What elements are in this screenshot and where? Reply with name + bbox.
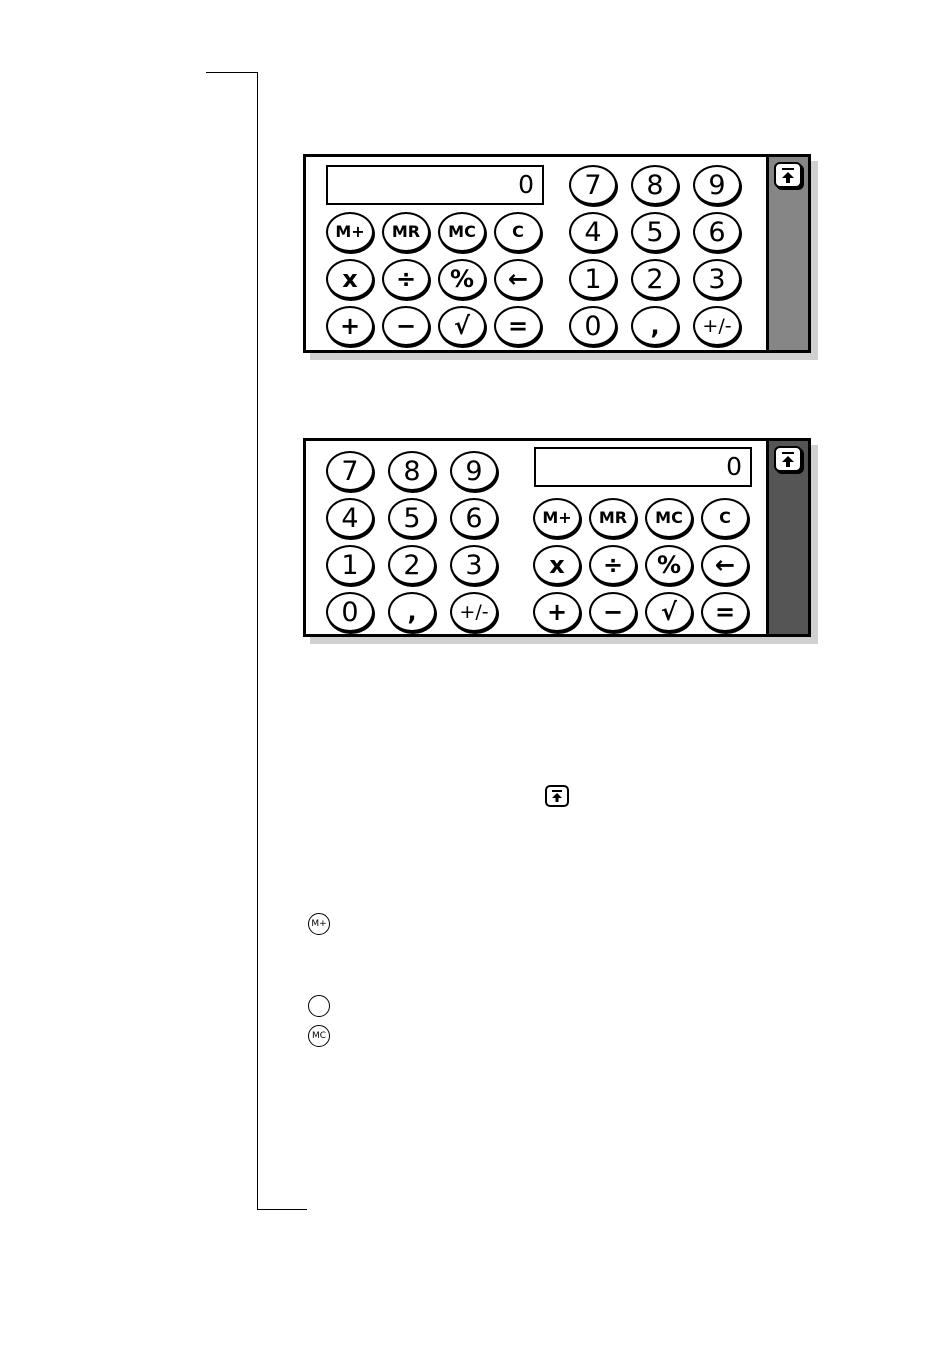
square-root-key[interactable]: √ xyxy=(645,592,693,632)
plus-key[interactable]: + xyxy=(533,592,581,632)
sign-toggle-key[interactable]: +/- xyxy=(693,306,741,346)
top-rule xyxy=(206,72,258,73)
divide-key[interactable]: ÷ xyxy=(589,545,637,585)
digit-9-key[interactable]: 9 xyxy=(693,165,741,205)
collapse-button[interactable] xyxy=(774,446,802,472)
backspace-key[interactable]: ← xyxy=(494,259,542,299)
digit-0-key[interactable]: 0 xyxy=(326,592,374,632)
square-root-key[interactable]: √ xyxy=(438,306,486,346)
plus-key[interactable]: + xyxy=(326,306,374,346)
margin-rule xyxy=(257,72,258,1210)
collapse-icon xyxy=(545,785,569,807)
digit-3-key[interactable]: 3 xyxy=(450,545,498,585)
mc-icon: MC xyxy=(308,1025,330,1047)
blank-button-icon xyxy=(308,995,330,1017)
digit-2-key[interactable]: 2 xyxy=(388,545,436,585)
digit-6-key[interactable]: 6 xyxy=(693,212,741,252)
digit-4-key[interactable]: 4 xyxy=(326,498,374,538)
divide-key[interactable]: ÷ xyxy=(382,259,430,299)
minus-key[interactable]: − xyxy=(382,306,430,346)
sign-toggle-key[interactable]: +/- xyxy=(450,592,498,632)
memory-add-key[interactable]: M+ xyxy=(326,212,374,252)
equals-key[interactable]: = xyxy=(701,592,749,632)
minus-key[interactable]: − xyxy=(589,592,637,632)
clear-key[interactable]: C xyxy=(494,212,542,252)
digit-6-key[interactable]: 6 xyxy=(450,498,498,538)
digit-8-key[interactable]: 8 xyxy=(631,165,679,205)
digit-5-key[interactable]: 5 xyxy=(631,212,679,252)
equals-key[interactable]: = xyxy=(494,306,542,346)
digit-4-key[interactable]: 4 xyxy=(569,212,617,252)
digit-1-key[interactable]: 1 xyxy=(569,259,617,299)
calculator-layout-1 xyxy=(303,154,811,353)
digit-2-key[interactable]: 2 xyxy=(631,259,679,299)
memory-clear-key[interactable]: MC xyxy=(645,498,693,538)
digit-3-key[interactable]: 3 xyxy=(693,259,741,299)
side-panel xyxy=(766,441,808,634)
collapse-button[interactable] xyxy=(774,162,802,188)
backspace-key[interactable]: ← xyxy=(701,545,749,585)
digit-0-key[interactable]: 0 xyxy=(569,306,617,346)
memory-recall-key[interactable]: MR xyxy=(589,498,637,538)
decimal-key[interactable]: , xyxy=(388,592,436,632)
digit-8-key[interactable]: 8 xyxy=(388,451,436,491)
digit-7-key[interactable]: 7 xyxy=(569,165,617,205)
arrow-up-icon xyxy=(776,164,800,186)
digit-5-key[interactable]: 5 xyxy=(388,498,436,538)
digit-1-key[interactable]: 1 xyxy=(326,545,374,585)
calculator-display: 0 xyxy=(534,447,752,487)
memory-clear-key[interactable]: MC xyxy=(438,212,486,252)
decimal-key[interactable]: , xyxy=(631,306,679,346)
calculator-layout-2 xyxy=(303,438,811,637)
bottom-rule xyxy=(257,1209,307,1210)
percent-key[interactable]: % xyxy=(645,545,693,585)
percent-key[interactable]: % xyxy=(438,259,486,299)
digit-9-key[interactable]: 9 xyxy=(450,451,498,491)
digit-7-key[interactable]: 7 xyxy=(326,451,374,491)
multiply-key[interactable]: x xyxy=(533,545,581,585)
memory-recall-key[interactable]: MR xyxy=(382,212,430,252)
clear-key[interactable]: C xyxy=(701,498,749,538)
side-panel xyxy=(766,157,808,350)
multiply-key[interactable]: x xyxy=(326,259,374,299)
calculator-display: 0 xyxy=(326,165,544,205)
memory-add-key[interactable]: M+ xyxy=(533,498,581,538)
mplus-icon: M+ xyxy=(308,913,330,935)
arrow-up-icon xyxy=(776,448,800,470)
